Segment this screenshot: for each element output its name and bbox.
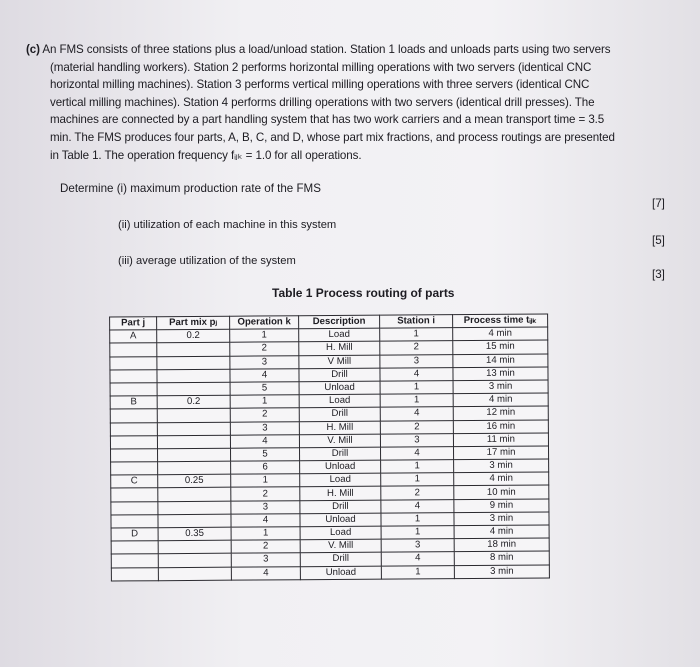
cell-process-time: 12 min (453, 406, 548, 420)
cell-part: B (110, 396, 157, 410)
cell-process-time: 14 min (453, 354, 548, 368)
marks-ii: [5] (652, 234, 665, 247)
cell-description: Drill (299, 407, 380, 421)
cell-part (110, 369, 157, 383)
cell-part-mix (157, 435, 230, 449)
cell-station: 1 (381, 473, 454, 487)
cell-process-time: 4 min (454, 525, 549, 539)
cell-part (111, 515, 158, 529)
header-part-mix: Part mix pⱼ (157, 316, 230, 330)
cell-part (111, 488, 158, 502)
cell-operation: 2 (230, 408, 299, 422)
cell-part (110, 435, 157, 449)
question-line: (c) An FMS consists of three stations plus a load/unload station. Station 1 loads and unloads parts using two servers (26, 43, 611, 56)
cell-process-time: 15 min (453, 340, 548, 354)
cell-station: 1 (381, 460, 454, 474)
cell-operation: 1 (231, 527, 300, 541)
cell-part-mix (157, 422, 230, 436)
cell-description: Drill (300, 500, 381, 514)
cell-station: 3 (380, 354, 453, 368)
cell-part (110, 343, 157, 357)
cell-part-mix (157, 382, 230, 396)
cell-part (111, 541, 158, 555)
cell-operation: 2 (230, 342, 299, 356)
cell-process-time: 18 min (454, 538, 549, 552)
cell-part-mix: 0.2 (157, 329, 230, 343)
cell-description: V. Mill (299, 434, 380, 448)
cell-process-time: 4 min (453, 393, 548, 407)
cell-description: V. Mill (300, 539, 381, 553)
cell-process-time: 9 min (454, 499, 549, 513)
cell-part-mix (158, 567, 231, 581)
cell-part-mix (158, 540, 231, 554)
cell-operation: 3 (231, 500, 300, 514)
question-label: (c) (26, 43, 40, 56)
cell-description: V Mill (299, 355, 380, 369)
header-description: Description (299, 315, 380, 329)
cell-part (110, 409, 157, 423)
cell-station: 1 (381, 565, 454, 579)
cell-process-time: 8 min (454, 551, 549, 565)
cell-operation: 6 (231, 461, 300, 475)
cell-description: Drill (299, 368, 380, 382)
question-line: machines are connected by a part handling system that has two work carriers and a mean transport time = 3.5 (50, 113, 605, 127)
cell-description: Unload (300, 460, 381, 474)
cell-description: Drill (300, 553, 381, 567)
cell-process-time: 10 min (454, 485, 549, 499)
cell-description: Drill (300, 447, 381, 461)
cell-part-mix (157, 343, 230, 357)
cell-part (111, 567, 158, 581)
table-row (111, 565, 549, 581)
cell-station: 2 (380, 420, 453, 434)
cell-part (111, 501, 158, 515)
cell-station: 1 (380, 381, 453, 395)
cell-operation: 3 (230, 355, 299, 369)
cell-description: H. Mill (300, 487, 381, 501)
cell-part (110, 356, 157, 370)
cell-station: 4 (381, 499, 454, 513)
cell-part-mix: 0.25 (158, 474, 231, 488)
cell-operation: 1 (230, 395, 299, 409)
cell-description: H. Mill (299, 421, 380, 435)
cell-operation: 4 (231, 514, 300, 528)
subquestion-iii: (iii) average utilization of the system (118, 255, 296, 267)
cell-part (110, 422, 157, 436)
cell-description: Load (300, 473, 381, 487)
cell-station: 4 (380, 407, 453, 421)
cell-part: D (111, 528, 158, 542)
cell-process-time: 13 min (453, 367, 548, 381)
cell-process-time: 4 min (454, 472, 549, 486)
question-line: (material handling workers). Station 2 performs horizontal milling operations with two servers (identical CNC (50, 60, 592, 74)
cell-station: 4 (380, 367, 453, 381)
cell-description: Unload (300, 513, 381, 527)
header-process-time: Process time tᵢⱼₖ (453, 314, 548, 328)
cell-process-time: 3 min (454, 512, 549, 526)
process-routing-table (109, 313, 550, 581)
cell-station: 1 (380, 394, 453, 408)
determine-text: Determine (i) maximum production rate of the FMS (60, 182, 321, 195)
question-line: vertical milling machines). Station 4 performs drilling operations with two servers (identical drill presses). The (50, 95, 595, 109)
cell-station: 2 (380, 341, 453, 355)
cell-part: A (110, 330, 157, 344)
cell-operation: 2 (231, 540, 300, 554)
cell-station: 3 (380, 433, 453, 447)
cell-operation: 5 (230, 382, 299, 396)
cell-station: 2 (381, 486, 454, 500)
cell-process-time: 3 min (454, 459, 549, 473)
cell-description: Unload (300, 566, 381, 580)
cell-part-mix (158, 554, 231, 568)
marks-iii: [3] (652, 268, 665, 281)
question-line: horizontal milling machines). Station 3 performs vertical milling operations with three servers (identical CNC (50, 78, 590, 92)
cell-part-mix (158, 488, 231, 502)
cell-operation: 4 (231, 566, 300, 580)
subquestion-ii: (ii) utilization of each machine in this system (118, 219, 337, 231)
cell-process-time: 4 min (453, 327, 548, 341)
header-operation: Operation k (230, 316, 299, 330)
cell-part-mix (158, 514, 231, 528)
question-text (26, 41, 676, 164)
cell-operation: 2 (231, 487, 300, 501)
cell-process-time: 16 min (453, 419, 548, 433)
cell-station: 4 (380, 447, 453, 461)
cell-operation: 3 (230, 421, 299, 435)
cell-station: 1 (381, 526, 454, 540)
cell-part-mix: 0.2 (157, 395, 230, 409)
header-part: Part j (110, 317, 157, 331)
cell-operation: 5 (231, 448, 300, 462)
cell-part (111, 462, 158, 476)
cell-station: 3 (381, 539, 454, 553)
cell-description: Load (299, 328, 380, 342)
cell-part (111, 449, 158, 463)
cell-part-mix (157, 409, 230, 423)
cell-process-time: 3 min (454, 565, 549, 579)
cell-operation: 1 (230, 329, 299, 343)
cell-station: 1 (380, 328, 453, 342)
header-station: Station i (380, 315, 453, 329)
cell-description: Unload (299, 381, 380, 395)
cell-description: Load (300, 526, 381, 540)
cell-part-mix (157, 369, 230, 383)
question-line: min. The FMS produces four parts, A, B, C, and D, whose part mix fractions, and process routings are presented (50, 130, 615, 144)
cell-part (111, 554, 158, 568)
cell-operation: 3 (231, 553, 300, 567)
cell-part-mix: 0.35 (158, 527, 231, 541)
cell-station: 4 (381, 552, 454, 566)
table-title: Table 1 Process routing of parts (272, 286, 455, 300)
cell-process-time: 3 min (453, 380, 548, 394)
cell-station: 1 (381, 512, 454, 526)
cell-part: C (111, 475, 158, 489)
cell-part-mix (158, 501, 231, 515)
cell-description: H. Mill (299, 342, 380, 356)
cell-part (110, 383, 157, 397)
marks-i: [7] (652, 197, 665, 210)
question-line: in Table 1. The operation frequency fᵢⱼₖ = 1.0 for all operations. (50, 148, 362, 162)
cell-operation: 4 (230, 368, 299, 382)
cell-process-time: 17 min (453, 446, 548, 460)
cell-part-mix (157, 356, 230, 370)
cell-part-mix (158, 461, 231, 475)
cell-operation: 4 (230, 434, 299, 448)
cell-operation: 1 (231, 474, 300, 488)
cell-description: Load (299, 394, 380, 408)
cell-process-time: 11 min (453, 433, 548, 447)
cell-part-mix (158, 448, 231, 462)
